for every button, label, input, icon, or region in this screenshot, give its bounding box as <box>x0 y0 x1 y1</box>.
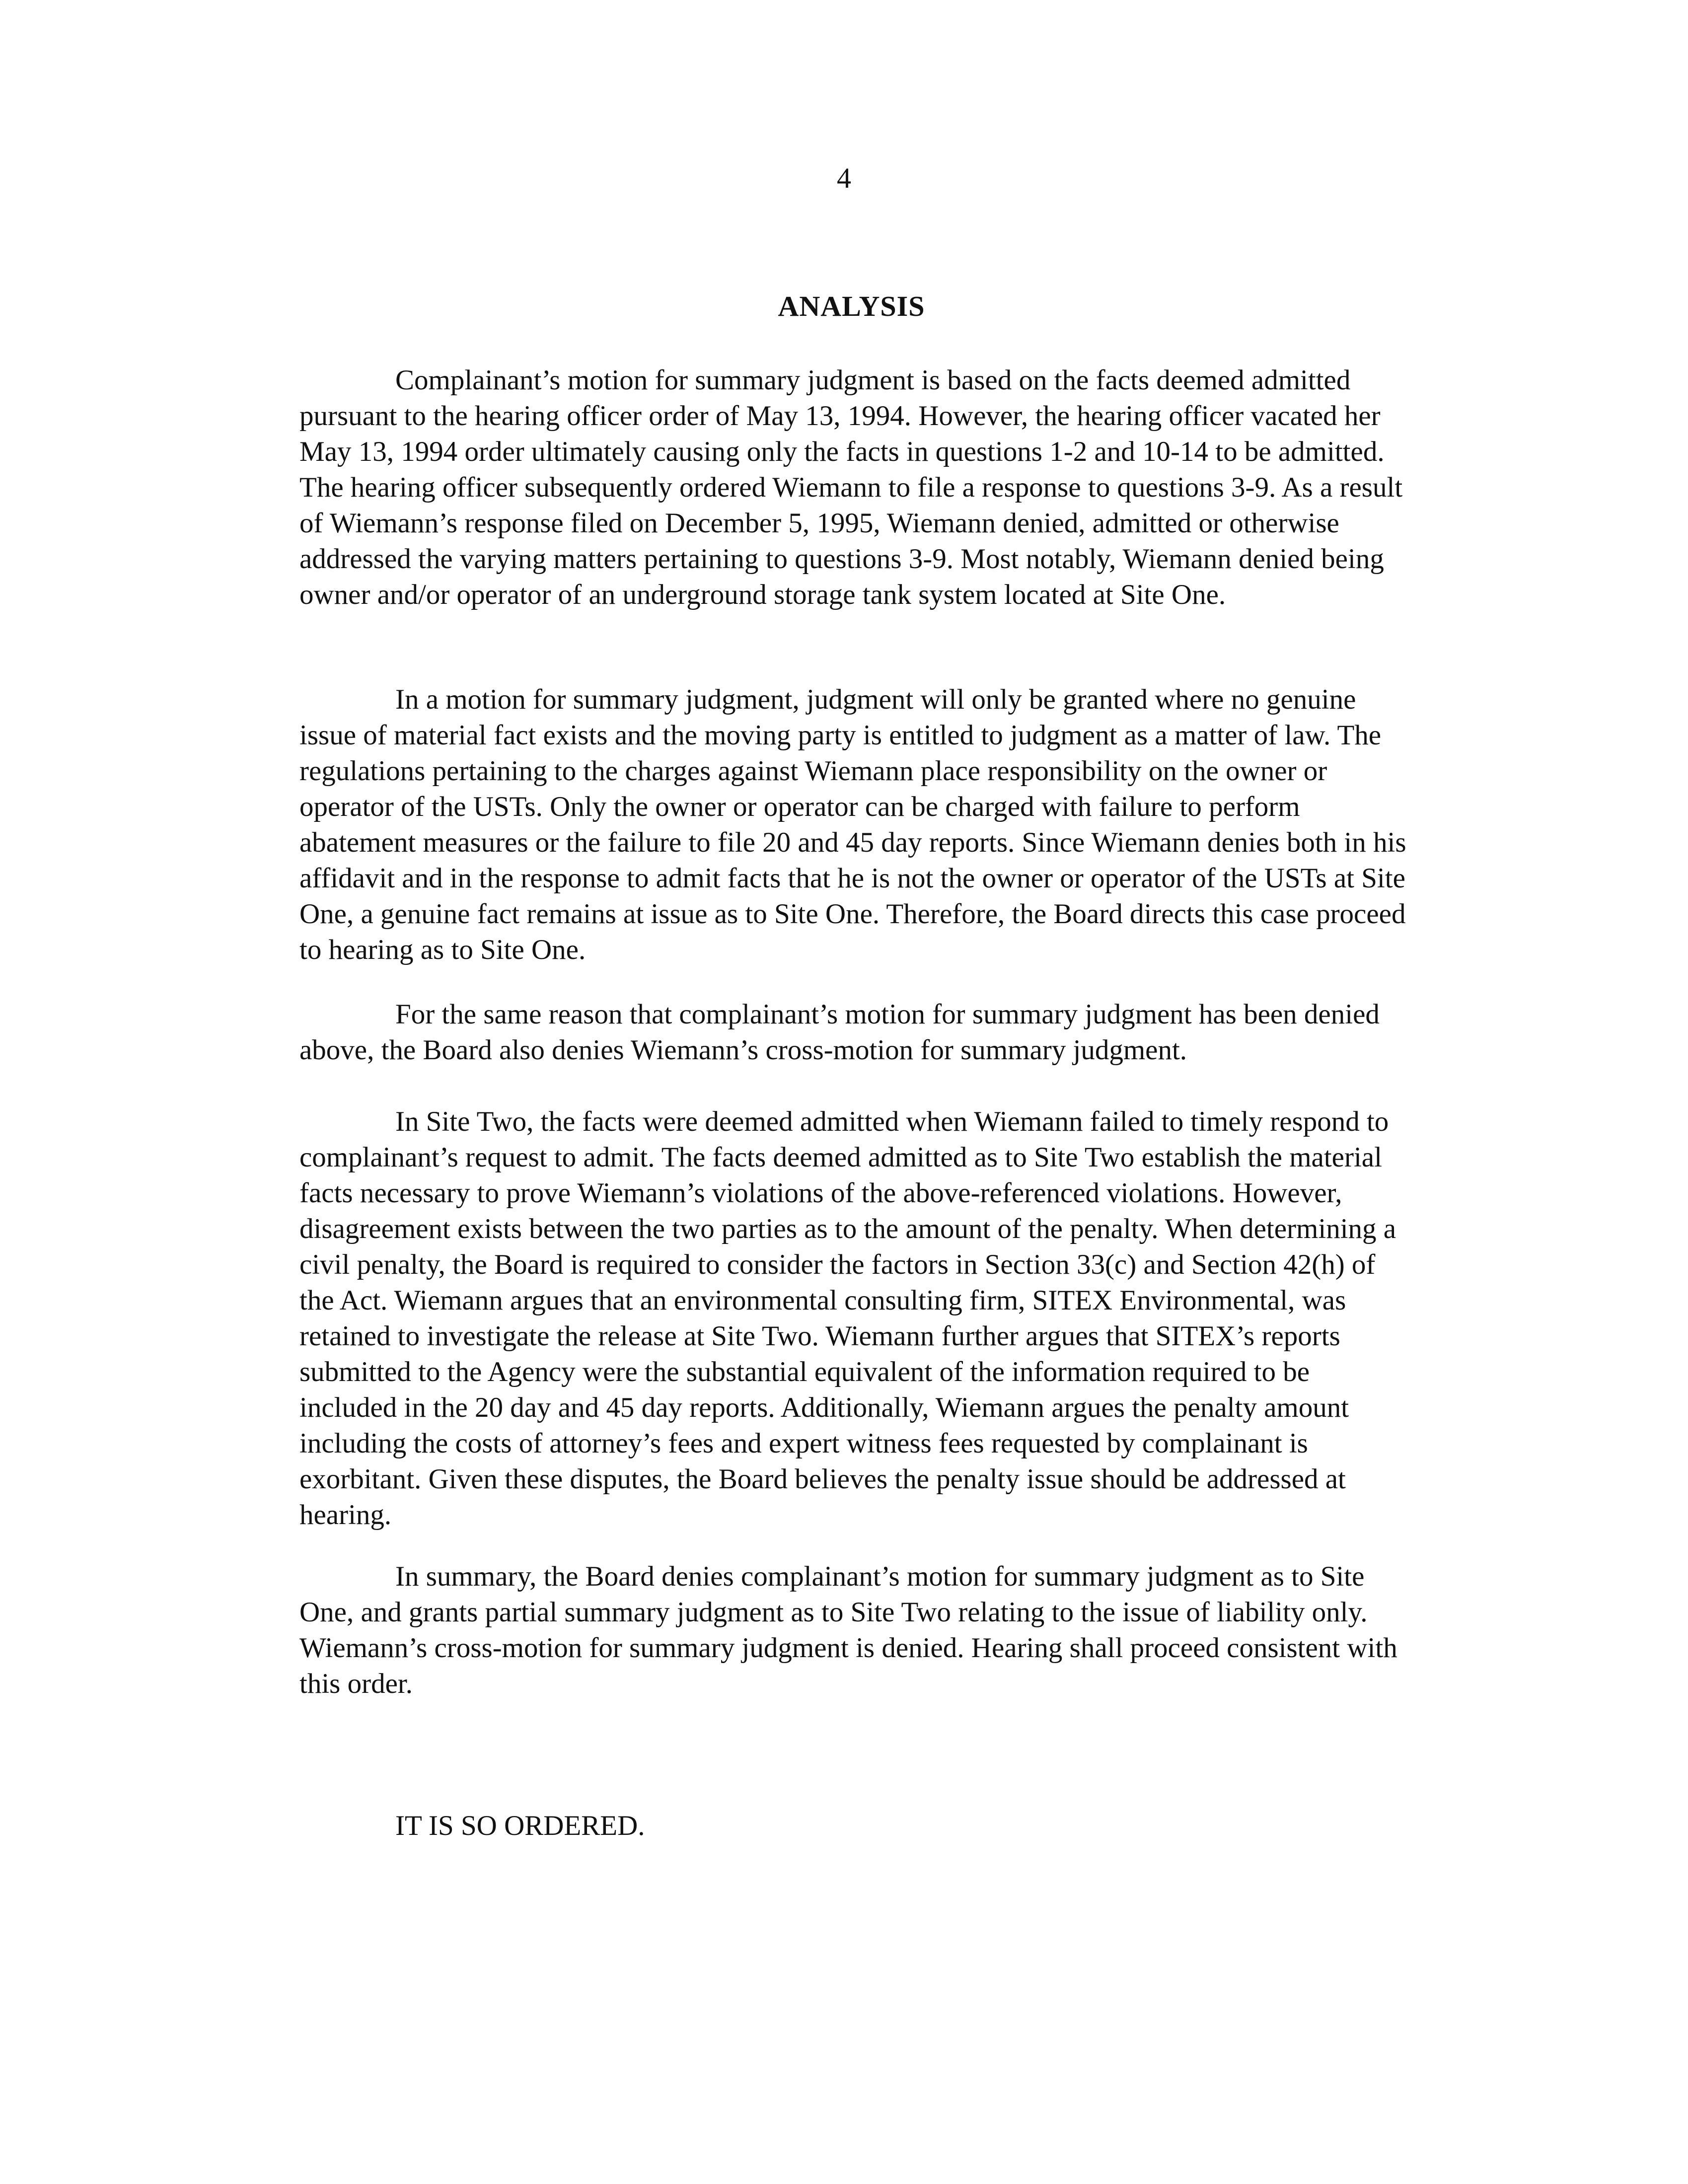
section-heading: ANALYSIS <box>778 290 925 322</box>
paragraph-motion-basis: Complainant’s motion for summary judgment is based on the facts deemed admitted pursuant to the hearing officer order of May 13, 1994. However, the hearing officer vacated her May 13, 1994 order ultimately causing only the facts in questions 1-2 and 10-14 to be admitted. The hearing officer subsequently ordered Wiemann to file a response to questions 3-9. As a result of Wiemann’s response filed on December 5, 1995, Wiemann denied, admitted or otherwise addressed the varying matters pertaining to questions 3-9. Most notably, Wiemann denied being owner and/or operator of an underground storage tank system located at Site One. <box>299 364 1403 610</box>
paragraph-summary-judgment-standard: In a motion for summary judgment, judgment will only be granted where no genuine issue of material fact exists and the moving party is entitled to judgment as a matter of law. The regulations pertaining to the charges against Wiemann place responsibility on the owner or operator of the USTs. Only the owner or operator can be charged with failure to perform abatement measures or the failure to file 20 and 45 day reports. Since Wiemann denies both in his affidavit and in the response to admit facts that he is not the owner or operator of the USTs at Site One, a genuine fact remains at issue as to Site One. Therefore, the Board directs this case proceed to hearing as to Site One. <box>299 684 1406 965</box>
paragraph-site-two: In Site Two, the facts were deemed admitted when Wiemann failed to timely respond to complainant’s request to admit. The facts deemed admitted as to Site Two establish the material facts necessary to prove Wiemann’s violations of the above-referenced violations. However, disagreement exists between the two parties as to the amount of the penalty. When determining a civil penalty, the Board is required to consider the factors in Section 33(c) and Section 42(h) of the Act. Wiemann argues that an environmental consulting firm, SITEX Environmental, was retained to investigate the release at Site Two. Wiemann further argues that SITEX’s reports submitted to the Agency were the substantial equivalent of the information required to be included in the 20 day and 45 day reports. Additionally, Wiemann argues the penalty amount including the costs of attorney’s fees and expert witness fees requested by complainant is exorbitant. Given these disputes, the Board believes the penalty issue should be addressed at hearing. <box>299 1106 1396 1530</box>
closing-order: IT IS SO ORDERED. <box>395 1810 645 1841</box>
paragraph-cross-motion-denied: For the same reason that complainant’s motion for summary judgment has been denied above, the Board also denies Wiemann’s cross-motion for summary judgment. <box>299 999 1380 1066</box>
paragraph-summary: In summary, the Board denies complainant’s motion for summary judgment as to Site One, and grants partial summary judgment as to Site Two relating to the issue of liability only. Wiemann’s cross-motion for summary judgment is denied. Hearing shall proceed consistent with this order. <box>299 1561 1397 1699</box>
page-number: 4 <box>837 162 851 194</box>
